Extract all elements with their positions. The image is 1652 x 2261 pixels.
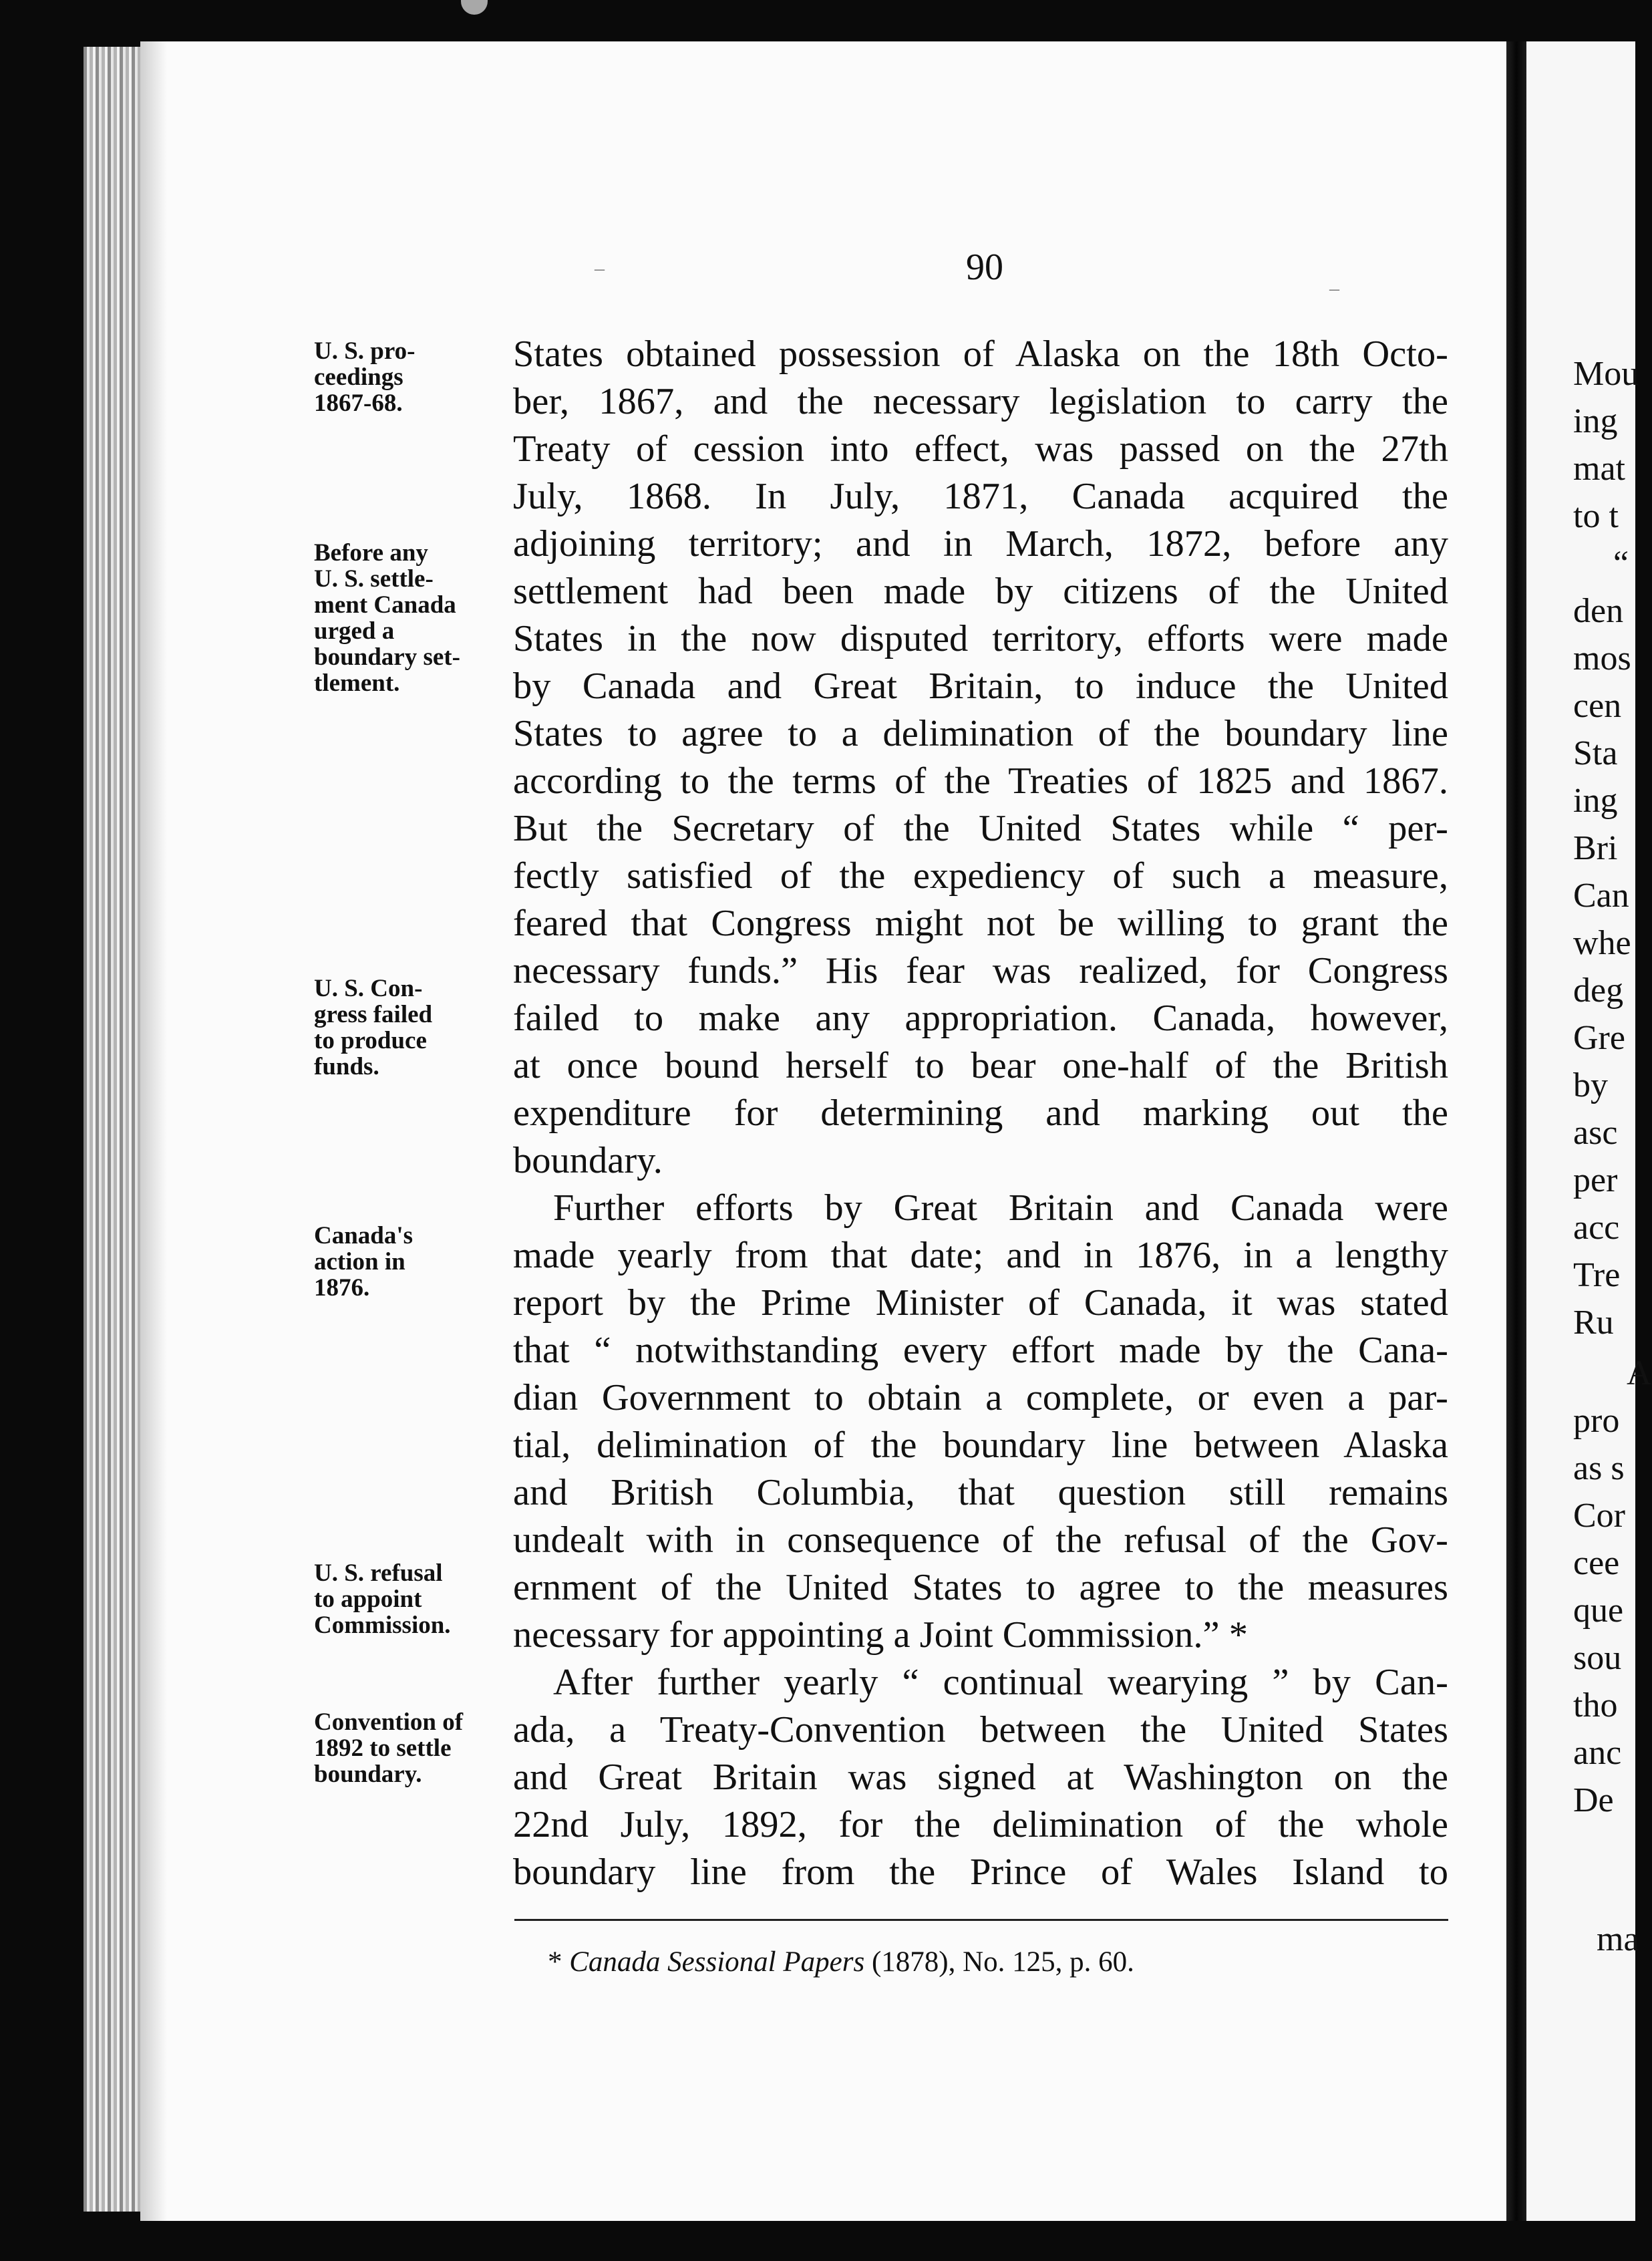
- footnote-rule: [514, 1919, 1448, 1921]
- facing-fragment: A: [1627, 1354, 1652, 1392]
- text-line: that “ notwithstanding every effort made by the Cana-: [513, 1330, 1448, 1371]
- text-line: and Great Britain was signed at Washington on the: [513, 1757, 1448, 1798]
- facing-fragment: mat: [1573, 450, 1625, 488]
- footnote-source: Canada Sessional Papers: [569, 1946, 865, 1978]
- facing-page: [1526, 41, 1652, 2221]
- facing-fragment: anc: [1573, 1734, 1622, 1772]
- text-line: report by the Prime Minister of Canada, it was stated: [513, 1282, 1448, 1324]
- page-edges: [84, 47, 144, 2212]
- text-line: necessary funds.” His fear was realized, for Congress: [513, 950, 1448, 992]
- page-number: 90: [966, 247, 1003, 288]
- text-line: at once bound herself to bear one-half of the British: [513, 1045, 1448, 1086]
- facing-fragment: Bri: [1573, 829, 1618, 867]
- margin-note: U. S. pro- ceedings 1867-68.: [314, 337, 416, 417]
- text-line: States to agree to a delimination of the boundary line: [513, 713, 1448, 754]
- margin-note: Canada's action in 1876.: [314, 1222, 414, 1302]
- text-line: July, 1868. In July, 1871, Canada acquired the: [513, 476, 1448, 517]
- text-line: and British Columbia, that question still remains: [513, 1472, 1448, 1513]
- facing-fragment: Gre: [1573, 1019, 1625, 1057]
- text-line: But the Secretary of the United States while “ per-: [513, 808, 1448, 849]
- facing-fragment: Can: [1573, 877, 1629, 915]
- scan-blot: [461, 0, 488, 15]
- facing-fragment: ing: [1573, 402, 1618, 440]
- text-line: necessary for appointing a Joint Commission.” *: [513, 1614, 1249, 1656]
- print-mark: –: [1329, 277, 1339, 299]
- text-line: tial, delimination of the boundary line between Alaska: [513, 1424, 1448, 1466]
- facing-fragment: sou: [1573, 1639, 1622, 1677]
- text-line: failed to make any appropriation. Canada, however,: [513, 998, 1448, 1039]
- text-line: adjoining territory; and in March, 1872, before any: [513, 523, 1448, 565]
- facing-fragment: whe: [1573, 924, 1631, 962]
- facing-fragment: den: [1573, 592, 1624, 630]
- text-line: ernment of the United States to agree to the measures: [513, 1567, 1448, 1608]
- text-line: settlement had been made by citizens of the United: [513, 571, 1448, 612]
- footnote: * Canada Sessional Papers (1878), No. 125, p. 60.: [548, 1946, 1134, 1978]
- facing-fragment: Tre: [1573, 1256, 1621, 1294]
- facing-fragment: per: [1573, 1161, 1618, 1199]
- text-line: undealt with in consequence of the refusal of the Gov-: [513, 1519, 1448, 1561]
- text-line: ber, 1867, and the necessary legislation to carry the: [513, 381, 1448, 422]
- book-gutter: [1506, 41, 1526, 2221]
- facing-fragment: by: [1573, 1066, 1608, 1104]
- facing-fragment: tho: [1573, 1686, 1618, 1724]
- facing-fragment: cen: [1573, 687, 1622, 725]
- facing-fragment: asc: [1573, 1114, 1618, 1152]
- facing-fragment: as s: [1573, 1449, 1625, 1487]
- facing-fragment: acc: [1573, 1209, 1620, 1247]
- facing-fragment: to t: [1573, 497, 1619, 535]
- facing-fragment: Sta: [1573, 734, 1618, 772]
- text-line: fectly satisfied of the expediency of such a measure,: [513, 855, 1448, 897]
- facing-fragment: De: [1573, 1781, 1614, 1819]
- text-line: After further yearly “ continual wearying ” by Can-: [553, 1662, 1448, 1703]
- margin-note: Before any U. S. settle- ment Canada urged a boundary set- tlement.: [314, 539, 460, 697]
- facing-fragment: pro: [1573, 1402, 1620, 1440]
- facing-fragment: Cor: [1573, 1497, 1625, 1535]
- facing-fragment: Mou: [1573, 355, 1639, 393]
- facing-fragment: ing: [1573, 782, 1618, 820]
- text-line: States obtained possession of Alaska on the 18th Octo-: [513, 333, 1448, 375]
- facing-fragment: mos: [1573, 639, 1631, 677]
- print-mark: –: [595, 257, 605, 279]
- text-line: States in the now disputed territory, efforts were made: [513, 618, 1448, 659]
- text-line: boundary line from the Prince of Wales Island to: [513, 1851, 1448, 1893]
- body-text: [513, 331, 1448, 1896]
- margin-note: U. S. refusal to appoint Commission.: [314, 1559, 451, 1639]
- facing-fragment: que: [1573, 1592, 1624, 1630]
- text-line: according to the terms of the Treaties of 1825 and 1867.: [513, 760, 1448, 802]
- text-line: ada, a Treaty-Convention between the United States: [513, 1709, 1448, 1751]
- facing-fragment: deg: [1573, 971, 1624, 1010]
- text-line: expenditure for determining and marking out the: [513, 1092, 1448, 1134]
- text-line: dian Government to obtain a complete, or even a par-: [513, 1377, 1448, 1418]
- text-line: feared that Congress might not be willing to grant the: [513, 903, 1448, 944]
- text-line: by Canada and Great Britain, to induce the United: [513, 665, 1448, 707]
- text-line: Treaty of cession into effect, was passed on the 27th: [513, 428, 1448, 470]
- text-line: 22nd July, 1892, for the delimination of the whole: [513, 1804, 1448, 1845]
- text-line: Further efforts by Great Britain and Canada were: [553, 1187, 1448, 1229]
- text-line: made yearly from that date; and in 1876, in a lengthy: [513, 1235, 1448, 1276]
- margin-note: U. S. Con- gress failed to produce funds.: [314, 975, 433, 1080]
- facing-fragment: “: [1613, 545, 1629, 583]
- text-line: boundary.: [513, 1140, 663, 1181]
- margin-note: Convention of 1892 to settle boundary.: [314, 1708, 464, 1788]
- facing-fragment: ma: [1597, 1920, 1639, 1958]
- facing-fragment: cee: [1573, 1544, 1620, 1582]
- facing-fragment: Ru: [1573, 1304, 1614, 1342]
